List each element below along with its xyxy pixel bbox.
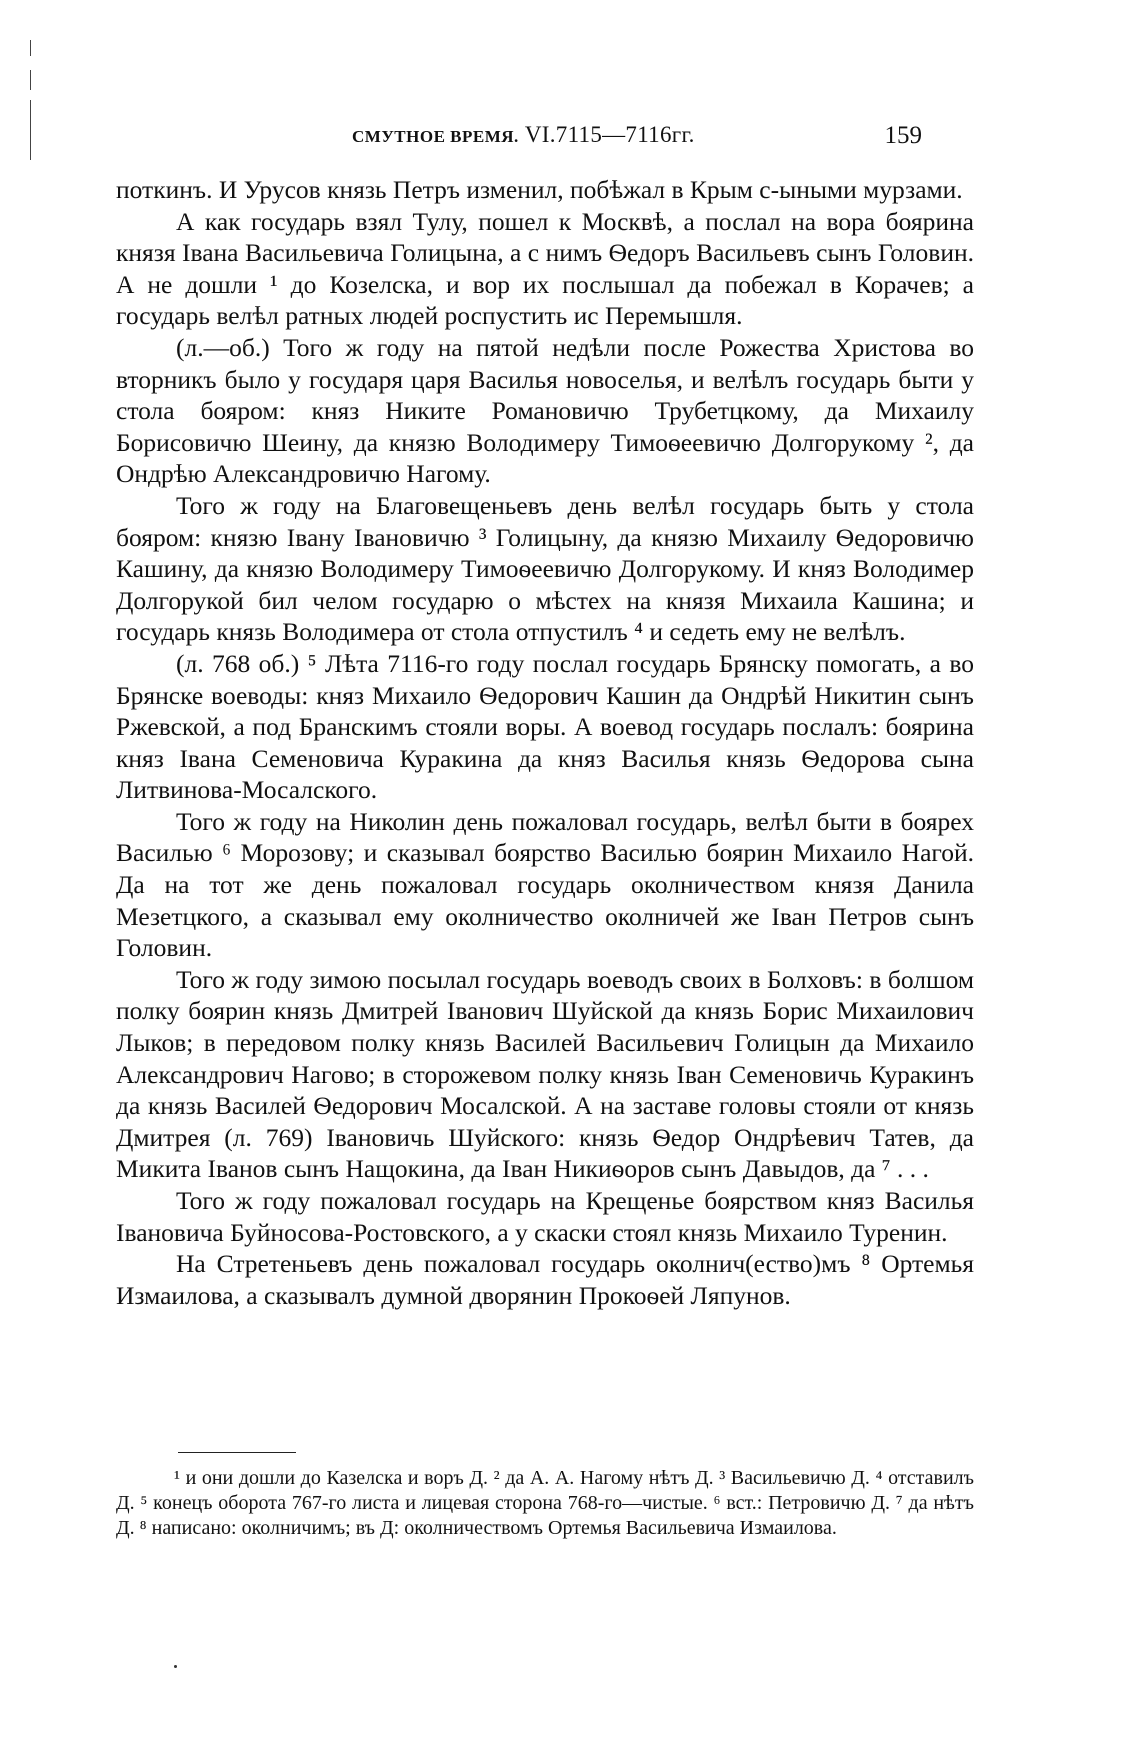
- paragraph: А как государь взял Тулу, пошел к Москвѣ, а послал на вора боярина князя Івана Васильевича Голицына, а с нимъ Ѳедоръ Васильевъ сынъ Головин. А не дошли ¹ до Козелска, и вор их послышал да побежал в Корачев; а государь велѣл ратных людей роспустить ис Перемышля.: [116, 206, 974, 331]
- main-text: [116, 174, 974, 1311]
- running-header: [352, 122, 922, 158]
- margin-mark: [30, 100, 31, 160]
- paragraph: Того ж году пожаловал государь на Крещенье боярством княз Василья Івановича Буйносова-Ростовского, а у скаски стоял князь Михаило Туренин.: [116, 1186, 974, 1247]
- paragraph: На Стретеньевъ день пожаловал государь околнич(ество)мъ ⁸ Ортемья Измаилова, а сказывалъ думной дворянин Прокоѳей Ляпунов.: [116, 1249, 974, 1310]
- footnote-divider: [178, 1452, 296, 1453]
- paragraph: Того ж году на Николин день пожаловал государь, велѣл быти в боярех Василью ⁶ Морозову; и сказывал боярство Василью боярин Михаило Нагой. Да на тот же день пожаловал государь околничеством князя Данила Мезетцкого, а сказывал ему околничество околничей же Іван Петров сынъ Головин.: [116, 806, 974, 963]
- paragraph: (л.—об.) Того ж году на пятой недѣли после Рожества Христова во вторникъ было у государя царя Василья новоселья, и велѣлъ государь быти у стола бояром: княз Никите Романовичю Трубетцкому, да Михаилу Борисовичю Шеину, да князю Володимеру Тимоѳеевичю Долгорукому ², да Ондрѣю Александровичю Нагому.: [116, 332, 974, 489]
- running-title: [352, 122, 695, 148]
- running-title-prefix: СМУТНОЕ ВРЕМЯ.: [352, 127, 519, 146]
- paragraph: Того ж году на Благовещеньевъ день велѣл государь быть у стола бояром: князю Івану Івановичю ³ Голицыну, да князю Михаилу Ѳедоровичю Кашину, да князю Володимеру Тимоѳеевичю Долгорукому. И княз Володимер Долгорукой бил челом государю о мѣстех на князя Михаила Кашина; и государь князь Володимера от стола отпустилъ ⁴ и седеть ему не велѣлъ.: [116, 490, 974, 647]
- running-title-suffix: VI.7115—7116гг.: [518, 122, 695, 147]
- page-number: 159: [884, 122, 922, 149]
- print-speck: [174, 1665, 177, 1668]
- footnote-text: ¹ и они дошли до Казелска и воръ Д. ² да А. А. Нагому нѣтъ Д. ³ Васильевичю Д. ⁴ отставилъ Д. ⁵ конецъ оборота 767-го листа и лицевая сторона 768-го—чистые. ⁶ вст.: Петровичю Д. ⁷ да нѣтъ Д. ⁸ написано: околничимъ; въ Д: околничествомъ Ортемья Васильевича Измаилова.: [116, 1467, 974, 1540]
- paragraph: (л. 768 об.) ⁵ Лѣта 7116-го году послал государь Брянску помогать, а во Брянске воеводы: княз Михаило Ѳедорович Кашин да Ондрѣй Никитин сынъ Ржевской, а под Бранскимъ стояли воры. А воевод государь послалъ: боярина княз Івана Семеновича Куракина да княз Василья князь Ѳедорова сына Литвинова-Мосалского.: [116, 648, 974, 805]
- paragraph: Того ж году зимою посылал государь воеводъ своих в Болховъ: в болшом полку боярин князь Дмитрей Іванович Шуйской да князь Борис Михаилович Лыков; в передовом полку князь Василей Васильевич Голицын да Михаило Александрович Нагово; в сторожевом полку князь Іван Семеновичь Куракинъ да князь Василей Ѳедорович Мосалской. А на заставе головы стояли от князь Дмитрея (л. 769) Івановичь Шуйского: князь Ѳедор Ондрѣевич Татев, да Микита Іванов сынъ Нащокина, да Іван Никиѳоров сынъ Давыдов, да ⁷ . . .: [116, 964, 974, 1184]
- margin-mark: [30, 40, 31, 56]
- footnotes: [116, 1466, 974, 1542]
- margin-mark: [30, 70, 31, 90]
- paragraph: поткинъ. И Урусов князь Петръ изменил, побѣжал в Крым с-ыными мурзами.: [116, 175, 963, 204]
